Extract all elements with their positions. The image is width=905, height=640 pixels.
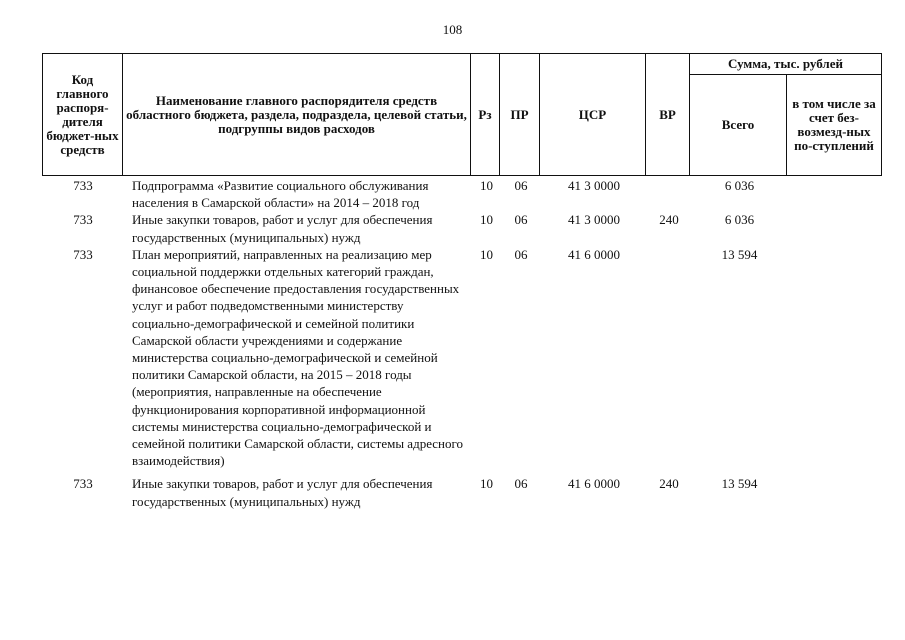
cell-code: 733 xyxy=(73,476,93,492)
cell-vr xyxy=(647,246,691,470)
header-vr: ВР xyxy=(646,54,690,176)
table-row xyxy=(42,177,883,211)
cell-pr: 06 xyxy=(514,246,528,262)
table-row xyxy=(42,211,883,245)
table-body xyxy=(42,177,883,510)
cell-code: 733 xyxy=(73,212,93,228)
cell-rz: 10 xyxy=(480,476,493,492)
header-code: Код главного распоря-дителя бюджет-ных средств xyxy=(43,54,123,176)
table-row xyxy=(42,246,883,470)
cell-vr: 240 xyxy=(659,212,679,228)
cell-csr: 41 6 0000 xyxy=(568,246,620,262)
cell-csr: 41 6 0000 xyxy=(568,476,620,492)
cell-code: 733 xyxy=(73,178,93,193)
cell-total: 6 036 xyxy=(724,178,755,193)
table-row xyxy=(42,469,883,509)
cell-grants xyxy=(788,246,883,470)
cell-vr xyxy=(647,177,691,211)
cell-name: Иные закупки товаров, работ и услуг для обеспечения государственных (муниципальных) нужд xyxy=(132,476,433,509)
cell-csr: 41 3 0000 xyxy=(568,178,620,193)
cell-name: План мероприятий, направленных на реализацию мер социальной поддержки отдельных категорий граждан, финансовое обеспечение предоставления государственных услуг и работ подведомственными министерству социально-демографической и семейной политики Самарской области учреждениями и содержание министерства социально-демографической и семейной политики Самарской области, на 2015 – 2018 годы (мероприятия, направленные на обеспечение функционирования корпоративной информационной системы министерства социально-демографической и семейной политики Самарской области, системы адресного взаимодействия) xyxy=(132,246,464,469)
table-header xyxy=(42,53,882,176)
cell-csr: 41 3 0000 xyxy=(568,212,620,228)
header-pr: ПР xyxy=(500,54,540,176)
cell-rz: 10 xyxy=(480,212,493,228)
cell-grants xyxy=(788,177,883,211)
cell-total: 13 594 xyxy=(721,476,758,492)
cell-total: 6 036 xyxy=(724,212,755,228)
header-grants: в том числе за счет без-возмезд-ных по-ступлений xyxy=(787,75,882,176)
cell-total: 13 594 xyxy=(721,246,758,262)
cell-code: 733 xyxy=(73,246,93,262)
header-total: Всего xyxy=(690,75,787,176)
cell-rz: 10 xyxy=(480,178,493,193)
cell-grants xyxy=(788,211,883,245)
cell-pr: 06 xyxy=(514,212,528,228)
cell-vr: 240 xyxy=(659,476,679,492)
cell-rz: 10 xyxy=(480,246,493,262)
cell-pr: 06 xyxy=(514,178,528,193)
header-sum: Сумма, тыс. рублей xyxy=(690,54,882,75)
page-number: 108 xyxy=(442,22,463,37)
header-name: Наименование главного распорядителя средств областного бюджета, раздела, подраздела, целевой статьи, подгруппы видов расходов xyxy=(123,54,471,176)
cell-name: Иные закупки товаров, работ и услуг для обеспечения государственных (муниципальных) нужд xyxy=(132,212,433,245)
cell-name: Подпрограмма «Развитие социального обслуживания населения в Самарской области» на 2014 – 2018 год xyxy=(132,178,429,211)
cell-grants xyxy=(788,469,883,509)
header-rz: Рз xyxy=(471,54,500,176)
cell-pr: 06 xyxy=(514,476,528,492)
header-csr: ЦСР xyxy=(540,54,646,176)
